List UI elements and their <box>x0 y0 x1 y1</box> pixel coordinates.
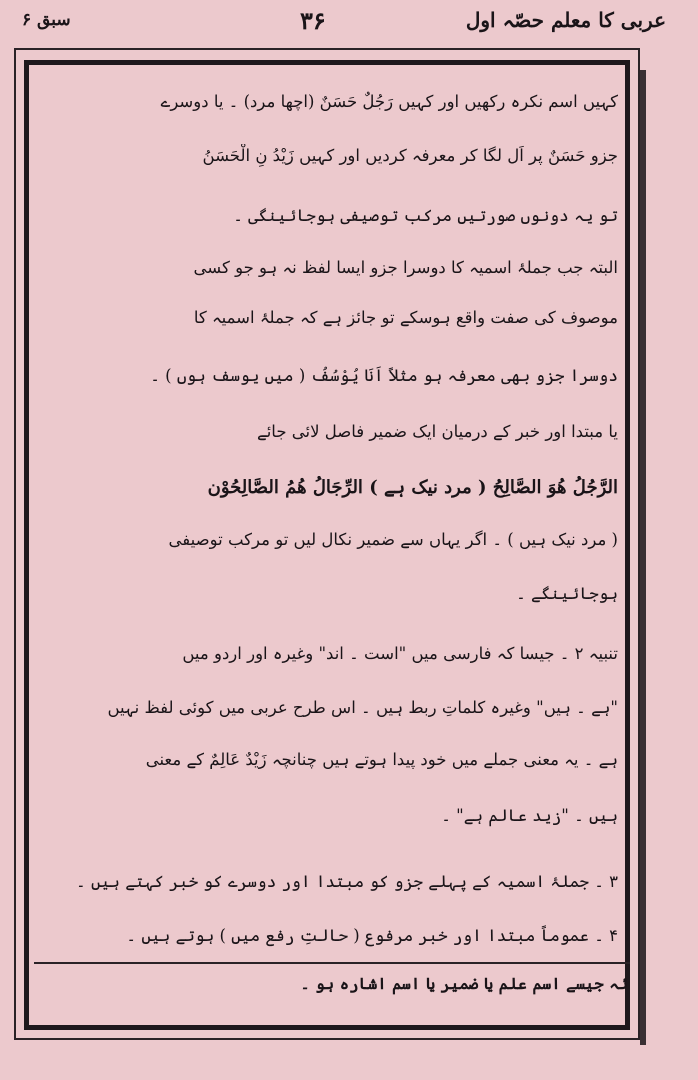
book-title: عربی کا معلم حصّہ اول <box>465 8 666 32</box>
page-number: ۳۶ <box>300 6 326 35</box>
page-body <box>42 82 618 960</box>
footnote: ئہ جیسے اسم علم یا ضمیر یا اسم اشارہ ہو ۔ <box>300 974 628 993</box>
text-line: ( مرد نیک ہیں ) ۔ اگر یہاں سے ضمیر نکال لیں تو مرکب توصیفی <box>168 530 618 549</box>
text-line: موصوف کی صفت واقع ہوسکے تو جائز ہے کہ جملۂ اسمیہ کا <box>193 308 618 327</box>
text-line: تو یہ دونوں صورتیں مرکب توصیفی ہوجائینگی ۔ <box>233 206 618 225</box>
lesson-label: سبق ۶ <box>22 10 71 30</box>
text-line: البتہ جب جملۂ اسمیہ کا دوسرا جزو ایسا لفظ نہ ہو جو کسی <box>193 258 618 277</box>
text-line: ہے ۔ یہ معنی جملے میں خود پیدا ہوتے ہیں چنانچہ زَیْدٌ عَالِمٌ کے معنی <box>145 750 618 769</box>
note-line: تنبیہ ۲ ۔ جیسا کہ فارسی میں "است ۔ اند" وغیرہ اور اردو میں <box>182 644 618 663</box>
page-header <box>0 0 698 48</box>
text-line: ہیں ۔ "زید عالم ہے" ۔ <box>441 806 618 825</box>
footnote-divider <box>34 962 630 964</box>
text-line: کہیں اسم نکرہ رکھیں اور کہیں رَجُلٌ حَسَنٌ (اچھا مرد) ۔ یا دوسرے <box>160 92 618 111</box>
text-line: الرَّجُلُ هُوَ الصَّالِحُ ( مرد نیک ہے ) الرِّجَالُ هُمُ الصَّالِحُوْن <box>207 477 618 498</box>
text-line: ہوجائینگے ۔ <box>516 584 618 603</box>
numbered-point: ۳ ۔ جملۂ اسمیہ کے پہلے جزو کو مبتدا اور دوسرے کو خبر کہتے ہیں ۔ <box>76 872 618 891</box>
text-line: یا مبتدا اور خبر کے درمیان ایک ضمیر فاصل لائی جائے <box>257 422 618 441</box>
numbered-point: ۴ ۔ عموماً مبتدا اور خبر مرفوع ( حالتِ رفع میں ) ہوتے ہیں ۔ <box>126 926 618 945</box>
text-line: "ہے ۔ ہیں" وغیرہ کلماتِ ربط ہیں ۔ اس طرح عربی میں کوئی لفظ نہیں <box>107 698 618 717</box>
text-line: دوسرا جزو بھی معرفہ ہو مثلاً اَنَا یُوْسُفُ ( میں یوسف ہوں ) ۔ <box>150 366 618 385</box>
frame-shadow <box>640 70 646 1045</box>
text-line: جزو حَسَنٌ پر اَل لگا کر معرفہ کردیں اور کہیں زَیْدُ نِ الْحَسَنُ <box>202 146 618 165</box>
